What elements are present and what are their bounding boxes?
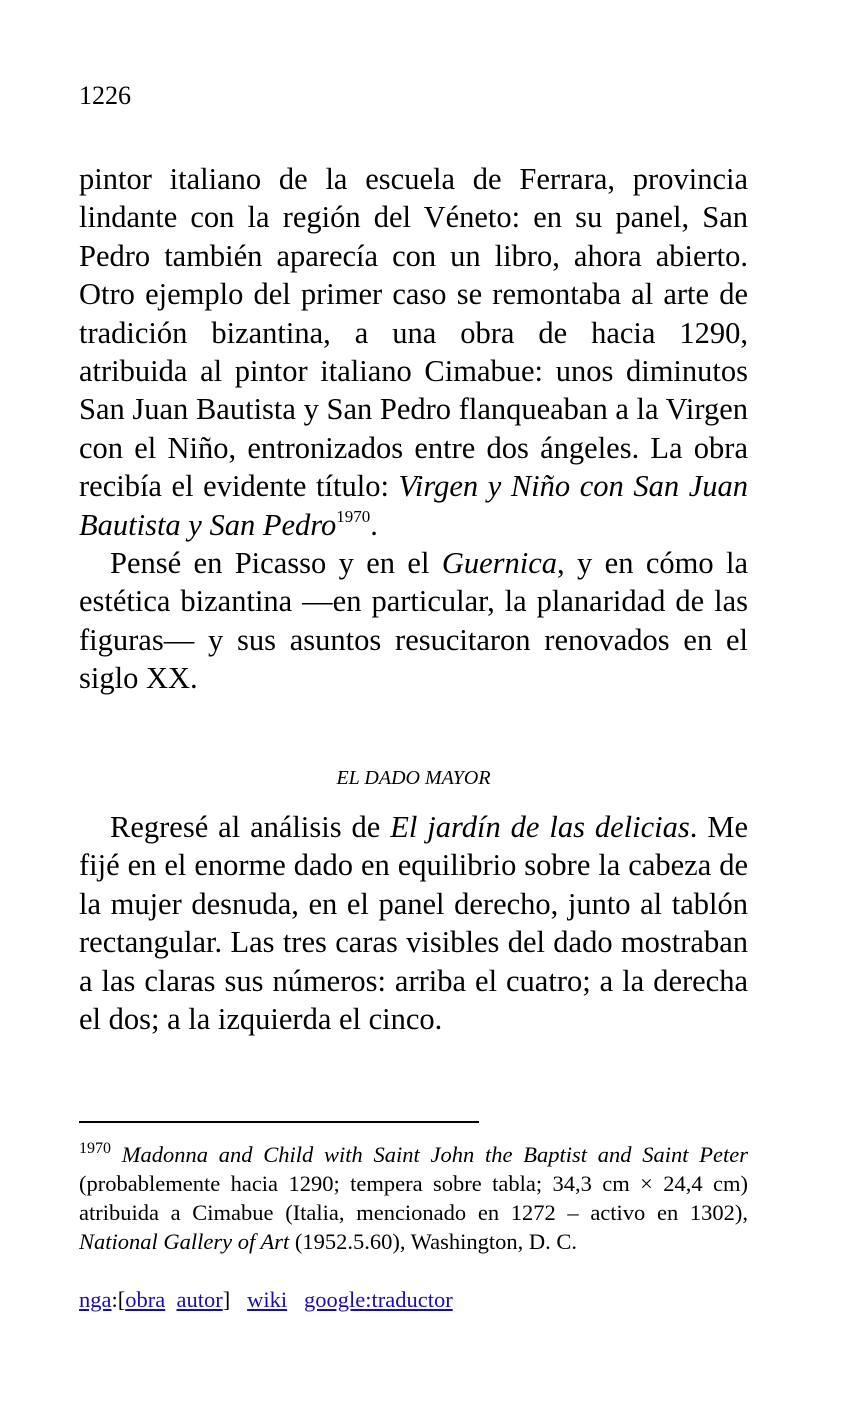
footnote-divider — [79, 1121, 479, 1123]
paragraph-text: , y en cómo la estética bizantina ―en particular, la planaridad de las figuras― y sus asuntos resucitaron renovados en el siglo XX. — [79, 546, 748, 696]
link-bracket: ] — [222, 1287, 231, 1312]
section-text-block — [79, 808, 748, 1038]
page-number: 1226 — [79, 81, 131, 110]
footnote-number: 1970 — [79, 1139, 111, 1157]
paragraph-text: pintor italiano de la escuela de Ferrara, provincia lindante con la región del Véneto: en su panel, San Pedro también aparecía con un libro, ahora abierto. Otro ejemplo del primer caso se remontaba al arte de tradición bizantina, a una obra de hacia 1290, atribuida al pintor italiano Cimabue: unos diminutos San Juan Bautista y San Pedro flanqueaban a la Virgen con el Niño, entronizados entre dos ángeles. La obra recibía el evidente título: — [79, 162, 748, 504]
obra-link[interactable]: obra — [125, 1287, 166, 1312]
footnote-artwork-title: Madonna and Child with Saint John the Baptist and Saint Peter — [121, 1142, 748, 1167]
paragraph — [79, 544, 748, 698]
autor-link[interactable]: autor — [176, 1287, 223, 1312]
paragraph — [79, 808, 748, 1038]
wiki-link[interactable]: wiki — [247, 1287, 288, 1312]
footnote-museum: National Gallery of Art — [79, 1229, 290, 1254]
section-heading: EL DADO MAYOR — [336, 767, 491, 789]
footnote-text: (probablemente hacia 1290; tempera sobre tabla; 34,3 cm × 24,4 cm) atribuida a Cimabue (Italia, mencionado en 1272 – activo en 1302), — [79, 1171, 748, 1225]
paragraph-text: Regresé al análisis de — [110, 810, 391, 844]
main-text-block — [79, 160, 748, 698]
paragraph-text: . — [370, 507, 378, 542]
paragraph — [79, 160, 748, 544]
artwork-title: Guernica — [441, 546, 558, 581]
artwork-title: El jardín de las delicias — [390, 810, 690, 844]
paragraph-text: Pensé en Picasso y en el — [110, 546, 442, 581]
nga-link[interactable]: nga — [79, 1287, 112, 1312]
artwork-title: Virgen y Niño con San Juan Bautista y San Pedro — [79, 469, 748, 542]
google-translate-link[interactable]: google:traductor — [303, 1287, 453, 1312]
footnote-reference[interactable]: 1970 — [336, 506, 371, 526]
footnote-text: (1952.5.60), Washington, D. C. — [289, 1229, 577, 1254]
footnote — [79, 1140, 748, 1256]
reference-links — [79, 1285, 453, 1314]
paragraph-text: . Me fijé en el enorme dado en equilibrio sobre la cabeza de la mujer desnuda, en el panel derecho, junto al tablón rectangular. Las tres caras visibles del dado mostraban a las claras sus números: arriba el cuatro; a la derecha el dos; a la izquierda el cinco. — [79, 810, 748, 1037]
link-bracket: :[ — [111, 1287, 126, 1312]
